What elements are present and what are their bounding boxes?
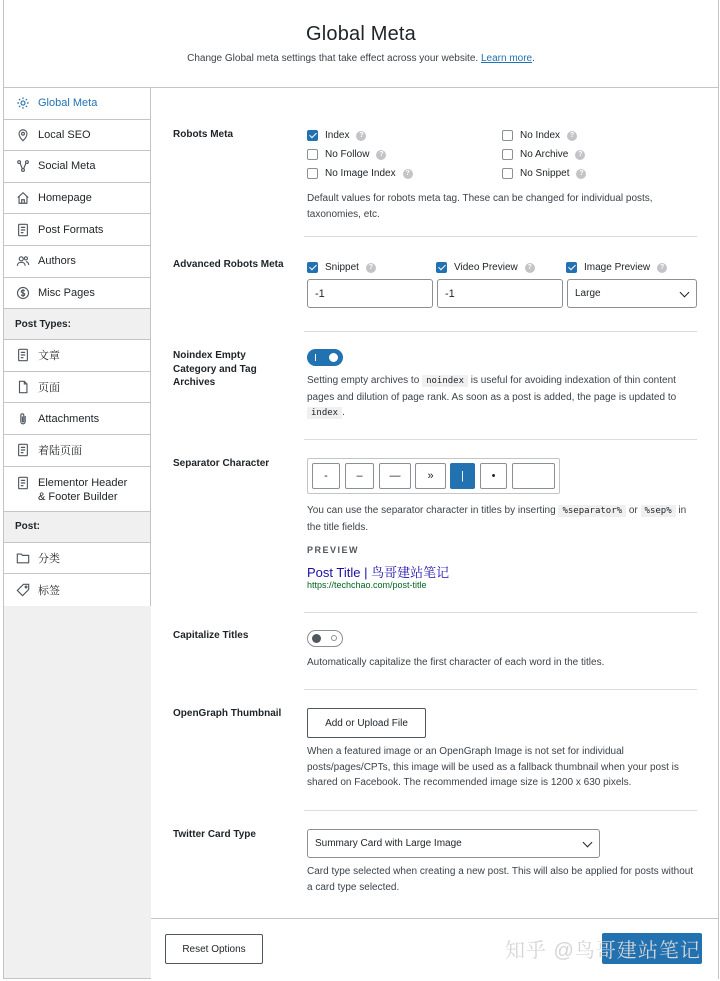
help-icon[interactable]: ? <box>576 169 586 179</box>
opengraph-thumbnail-label: OpenGraph Thumbnail <box>173 708 282 719</box>
watermark: 知乎 @鸟哥建站笔记 <box>505 940 701 962</box>
no-follow-checkbox-box[interactable] <box>307 149 318 160</box>
capitalize-titles-description: Automatically capitalize the first character of each word in the titles. <box>307 657 605 668</box>
index-checkbox[interactable]: Index ? <box>307 130 366 141</box>
noindex-empty-description: Setting empty archives to noindex is useful for avoiding indexation of thin content pages and dilution of page rank. As soon as a post is added, the page is updated to index . <box>307 375 677 418</box>
app-window <box>3 0 719 979</box>
preview-title: Post Title | 鸟哥建站笔记 <box>307 565 450 580</box>
separator-label: Separator Character <box>173 458 270 469</box>
no-archive-checkbox-box[interactable] <box>502 149 513 160</box>
help-icon[interactable]: ? <box>657 263 667 273</box>
sidebar-item-elementor-hf-builder[interactable]: Elementor Header & Footer Builder <box>4 467 150 512</box>
sidebar-item-homepage[interactable]: Homepage <box>4 183 150 215</box>
post-heading: Post: <box>4 512 150 543</box>
no-archive-checkbox[interactable]: No Archive ? <box>502 149 585 160</box>
toggle-knob <box>312 634 321 643</box>
video-preview-length-input[interactable]: -1 <box>437 279 563 308</box>
advanced-robots-label: Advanced Robots Meta <box>173 259 284 270</box>
document-icon <box>16 443 30 457</box>
divider <box>304 331 697 332</box>
twitter-card-type-select[interactable]: Summary Card with Large Image <box>307 829 600 858</box>
toggle-knob <box>329 353 338 362</box>
image-preview-checkbox[interactable]: Image Preview ? <box>566 262 667 273</box>
no-image-index-checkbox[interactable]: No Image Index ? <box>307 168 413 179</box>
no-snippet-checkbox-box[interactable] <box>502 168 513 179</box>
page-icon <box>16 380 30 394</box>
robots-meta-description: Default values for robots meta tag. These can be changed for individual posts, taxonomies, etc. <box>307 193 653 220</box>
location-pin-icon <box>16 128 30 142</box>
sidebar-item-posts[interactable]: 文章 <box>4 340 150 372</box>
document-icon <box>16 348 30 362</box>
twitter-card-type-description: Card type selected when creating a new post. This will also be applied for posts without a card type selected. <box>307 866 694 893</box>
divider <box>304 236 697 237</box>
dollar-circle-icon <box>16 286 30 300</box>
separator-option-pipe[interactable]: | <box>450 463 475 489</box>
opengraph-description: When a featured image or an OpenGraph Image is not set for individual posts/pages/CPTs, this image will be used as a fallback thumbnail when your post is shared on Facebook. The recommended image size is 1200 x 630 pixels. <box>307 746 679 788</box>
separator-option-raquo[interactable]: » <box>415 463 446 489</box>
capitalize-titles-toggle[interactable] <box>307 630 343 647</box>
upload-file-button[interactable]: Add or Upload File <box>307 708 426 738</box>
help-icon[interactable]: ? <box>525 263 535 273</box>
help-icon[interactable]: ? <box>376 150 386 160</box>
page-header <box>4 0 718 88</box>
chevron-down-icon <box>583 838 593 848</box>
help-icon[interactable]: ? <box>567 131 577 141</box>
sidebar-item-local-seo[interactable]: Local SEO <box>4 120 150 152</box>
robots-meta-label: Robots Meta <box>173 129 233 140</box>
preview-label: PREVIEW <box>307 545 360 555</box>
noindex-empty-toggle[interactable] <box>307 349 343 366</box>
sidebar-item-pages[interactable]: 页面 <box>4 372 150 404</box>
no-index-checkbox[interactable]: No Index ? <box>502 130 577 141</box>
twitter-card-type-label: Twitter Card Type <box>173 829 256 840</box>
sidebar-item-misc-pages[interactable]: Misc Pages <box>4 278 150 310</box>
video-preview-checkbox-box[interactable] <box>436 262 447 273</box>
help-icon[interactable]: ? <box>366 263 376 273</box>
divider <box>304 689 697 690</box>
video-preview-checkbox[interactable]: Video Preview ? <box>436 262 535 273</box>
home-icon <box>16 191 30 205</box>
tag-icon <box>16 583 30 597</box>
sidebar-item-global-meta[interactable]: Global Meta <box>4 88 150 120</box>
separator-description: You can use the separator character in titles by inserting %separator% or %sep% in the title fields. <box>307 505 687 533</box>
separator-option-em-dash[interactable]: — <box>379 463 411 489</box>
noindex-empty-label: Noindex Empty Category and Tag Archives <box>173 350 257 388</box>
toggle-on-mark <box>315 354 316 361</box>
divider <box>304 810 697 811</box>
separator-custom-input[interactable] <box>512 463 555 489</box>
reset-options-button[interactable]: Reset Options <box>165 934 263 964</box>
chevron-down-icon <box>680 288 690 298</box>
users-icon <box>16 254 30 268</box>
sidebar-item-categories[interactable]: 分类 <box>4 543 150 575</box>
toggle-off-mark <box>331 635 337 641</box>
share-icon <box>16 159 30 173</box>
index-checkbox-box[interactable] <box>307 130 318 141</box>
sidebar-item-authors[interactable]: Authors <box>4 246 150 278</box>
page-title: Global Meta <box>305 23 417 45</box>
sidebar-item-social-meta[interactable]: Social Meta <box>4 151 150 183</box>
help-icon[interactable]: ? <box>356 131 366 141</box>
sidebar-item-post-formats[interactable]: Post Formats <box>4 214 150 246</box>
snippet-checkbox-box[interactable] <box>307 262 318 273</box>
document-icon <box>16 223 30 237</box>
sidebar-item-attachments[interactable]: Attachments <box>4 403 150 435</box>
preview-url: https://techchao.com/post-title <box>307 580 427 590</box>
separator-options <box>307 458 560 494</box>
post-types-heading: Post Types: <box>4 309 150 340</box>
paperclip-icon <box>16 412 30 426</box>
snippet-checkbox[interactable]: Snippet ? <box>307 262 376 273</box>
help-icon[interactable]: ? <box>403 169 413 179</box>
separator-option-hyphen[interactable]: - <box>312 463 340 489</box>
help-icon[interactable]: ? <box>575 150 585 160</box>
sidebar <box>4 88 151 606</box>
separator-option-en-dash[interactable]: – <box>345 463 374 489</box>
settings-content <box>151 88 718 918</box>
image-preview-select[interactable]: Large <box>567 279 697 308</box>
no-index-checkbox-box[interactable] <box>502 130 513 141</box>
learn-more-link[interactable]: Learn more <box>480 53 533 64</box>
gear-icon <box>16 96 30 110</box>
folder-icon <box>16 551 30 565</box>
capitalize-titles-label: Capitalize Titles <box>173 630 249 641</box>
no-image-index-checkbox-box[interactable] <box>307 168 318 179</box>
divider <box>304 439 697 440</box>
sidebar-item-landing-pages[interactable]: 着陆页面 <box>4 435 150 467</box>
no-follow-checkbox[interactable]: No Follow ? <box>307 149 386 160</box>
snippet-length-input[interactable]: -1 <box>307 279 433 308</box>
sidebar-item-tags[interactable]: 标签 <box>4 574 150 606</box>
page-subtitle: Change Global meta settings that take effect across your website. Learn more. <box>187 53 535 64</box>
no-snippet-checkbox[interactable]: No Snippet ? <box>502 168 586 179</box>
image-preview-checkbox-box[interactable] <box>566 262 577 273</box>
separator-option-bullet[interactable]: • <box>480 463 507 489</box>
divider <box>304 612 697 613</box>
